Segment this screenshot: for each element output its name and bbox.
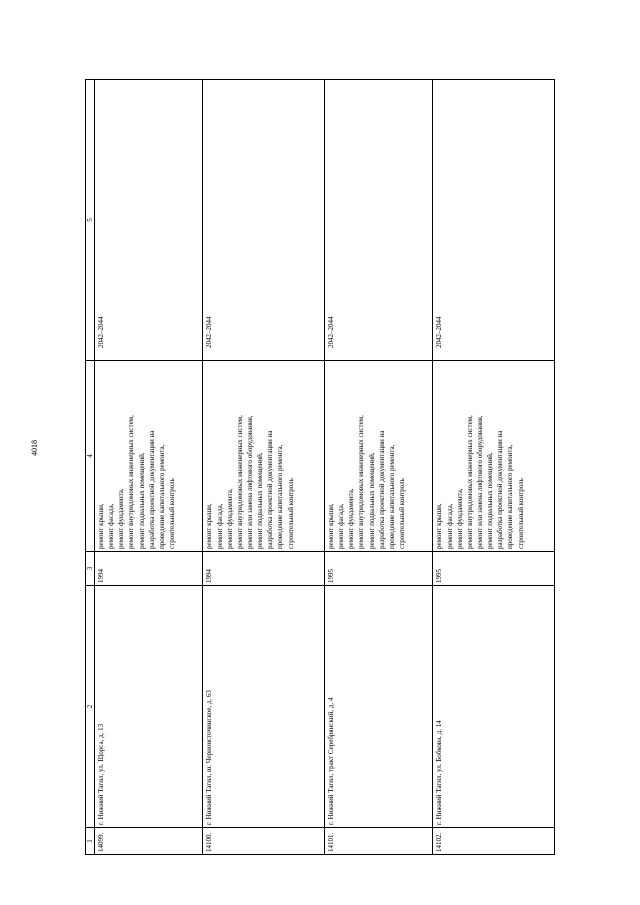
page-number: 4018	[30, 440, 39, 456]
works-cell: ремонт крыши, ремонт фасада, ремонт фундамента, ремонт внутридомовых инженерных систем, ремонт подвальных помещений, разработка проектной документации на проведение капитального ремонта, строительный контроль	[324, 361, 432, 552]
year-cell: 1994	[203, 552, 325, 586]
header-col-3: 3	[86, 552, 95, 586]
rotated-table-wrapper	[85, 80, 555, 855]
table-row	[95, 80, 203, 855]
header-col-1: 1	[86, 828, 95, 855]
works-cell: ремонт крыши, ремонт фасада, ремонт фундамента, ремонт внутридомовых инженерных систем, ремонт подвальных помещений, разработка проектной документации на проведение капитального ремонта, строительный контроль	[95, 361, 203, 552]
year-cell: 1995	[433, 552, 555, 586]
period-cell: 2042–2044	[95, 80, 203, 361]
works-cell: ремонт крыши, ремонт фасада, ремонт фундамента, ремонт внутридомовых инженерных систем, ремонт или замена лифтового оборудования, ремонт подвальных помещений, разработка проектной документации на проведение капитального ремонта, строительный контроль	[433, 361, 555, 552]
table-row	[433, 80, 555, 855]
row-number: 14099.	[95, 828, 203, 855]
period-cell: 2042–2044	[203, 80, 325, 361]
works-cell: ремонт крыши, ремонт фасада, ремонт фундамента, ремонт внутридомовых инженерных систем, ремонт или замена лифтового оборудования, ремонт подвальных помещений, разработка проектной документации на проведение капитального ремонта, строительный контроль	[203, 361, 325, 552]
header-col-2: 2	[86, 586, 95, 828]
row-number: 14101.	[324, 828, 432, 855]
address-cell: г. Нижний Тагил, ш. Черноисточинское, д. 63	[203, 586, 325, 828]
address-cell: г. Нижний Тагил, тракт Серебрянский, д. 4	[324, 586, 432, 828]
year-cell: 1995	[324, 552, 432, 586]
header-col-4: 4	[86, 361, 95, 552]
address-cell: г. Нижний Тагил, ул. Бобкова, д. 14	[433, 586, 555, 828]
table-row	[324, 80, 432, 855]
header-row	[86, 80, 95, 855]
row-number: 14100.	[203, 828, 325, 855]
year-cell: 1994	[95, 552, 203, 586]
period-cell: 2042–2044	[324, 80, 432, 361]
row-number: 14102.	[433, 828, 555, 855]
repair-schedule-table	[85, 79, 555, 855]
header-col-5: 5	[86, 80, 95, 361]
table-row	[203, 80, 325, 855]
period-cell: 2042–2044	[433, 80, 555, 361]
address-cell: г. Нижний Тагил, ул. Щорса, д. 13	[95, 586, 203, 828]
